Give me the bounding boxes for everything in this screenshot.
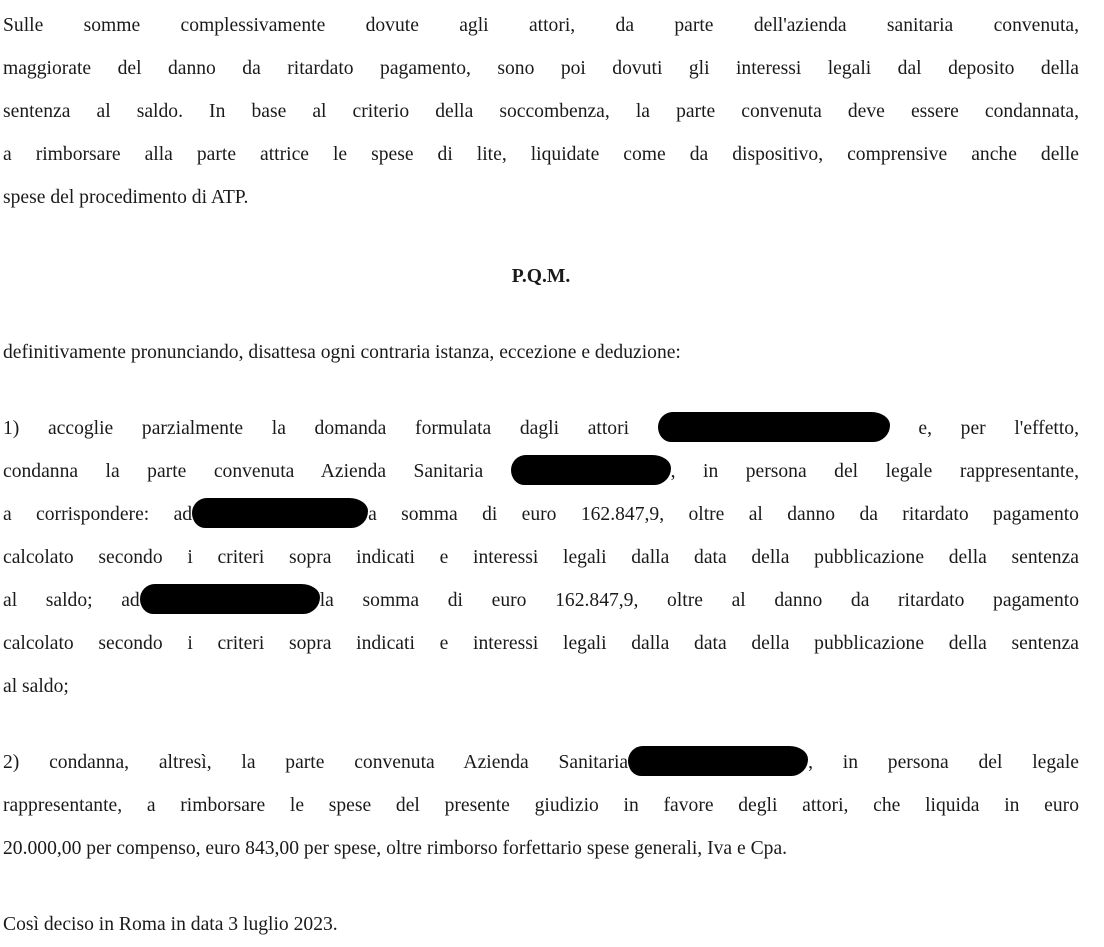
redaction-mark (192, 498, 368, 528)
closing-paragraph (3, 903, 1079, 946)
intro-line-5: spese del procedimento di ATP. (3, 187, 249, 208)
point-1-line-4: calcolato secondo i criteri sopra indicati e interessi legali dalla data della pubblicazione della sentenza (3, 547, 1079, 568)
redaction-mark (658, 412, 890, 442)
preamble-line: definitivamente pronunciando, disattesa ogni contraria istanza, eccezione e deduzione: (3, 342, 681, 363)
intro-line-4: a rimborsare alla parte attrice le spese di lite, liquidate come da dispositivo, comprensive anche delle (3, 144, 1079, 165)
point-1-paragraph (3, 407, 1079, 708)
intro-line-3: sentenza al saldo. In base al criterio della soccombenza, la parte convenuta deve essere condannata, (3, 101, 1079, 122)
point-2-paragraph (3, 741, 1079, 870)
point-1-line-7: al saldo; (3, 676, 69, 697)
intro-paragraph (3, 4, 1079, 219)
intro-line-1: Sulle somme complessivamente dovute agli attori, da parte dell'azienda sanitaria convenuta, (3, 15, 1079, 36)
pqm-heading: P.Q.M. (511, 266, 571, 287)
point-1-line-5: al saldo; ad la somma di euro 162.847,9, oltre al danno da ritardato pagamento (3, 579, 1079, 622)
point-2-line-2: rappresentante, a rimborsare le spese del presente giudizio in favore degli attori, che liquida in euro (3, 795, 1079, 816)
redaction-mark (511, 455, 671, 485)
point-1-line-3: a corrispondere: ad a somma di euro 162.847,9, oltre al danno da ritardato pagamento (3, 493, 1079, 536)
closing-line: Così deciso in Roma in data 3 luglio 2023. (3, 914, 338, 935)
preamble-paragraph (3, 331, 1079, 374)
intro-line-2: maggiorate del danno da ritardato pagamento, sono poi dovuti gli interessi legali dal deposito della (3, 58, 1079, 79)
point-1-line-6: calcolato secondo i criteri sopra indicati e interessi legali dalla data della pubblicazione della sentenza (3, 633, 1079, 654)
point-1-line-2: condanna la parte convenuta Azienda Sanitaria , in persona del legale rappresentante, (3, 450, 1079, 493)
point-2-line-1: 2) condanna, altresì, la parte convenuta Azienda Sanitaria , in persona del legale (3, 741, 1079, 784)
redaction-mark (140, 584, 320, 614)
point-1-line-1: 1) accoglie parzialmente la domanda formulata dagli attori e, per l'effetto, (3, 407, 1079, 450)
document-page (3, 4, 1079, 946)
redaction-mark (628, 746, 808, 776)
point-2-line-3: 20.000,00 per compenso, euro 843,00 per spese, oltre rimborso forfettario spese generali, Iva e Cpa. (3, 838, 788, 859)
